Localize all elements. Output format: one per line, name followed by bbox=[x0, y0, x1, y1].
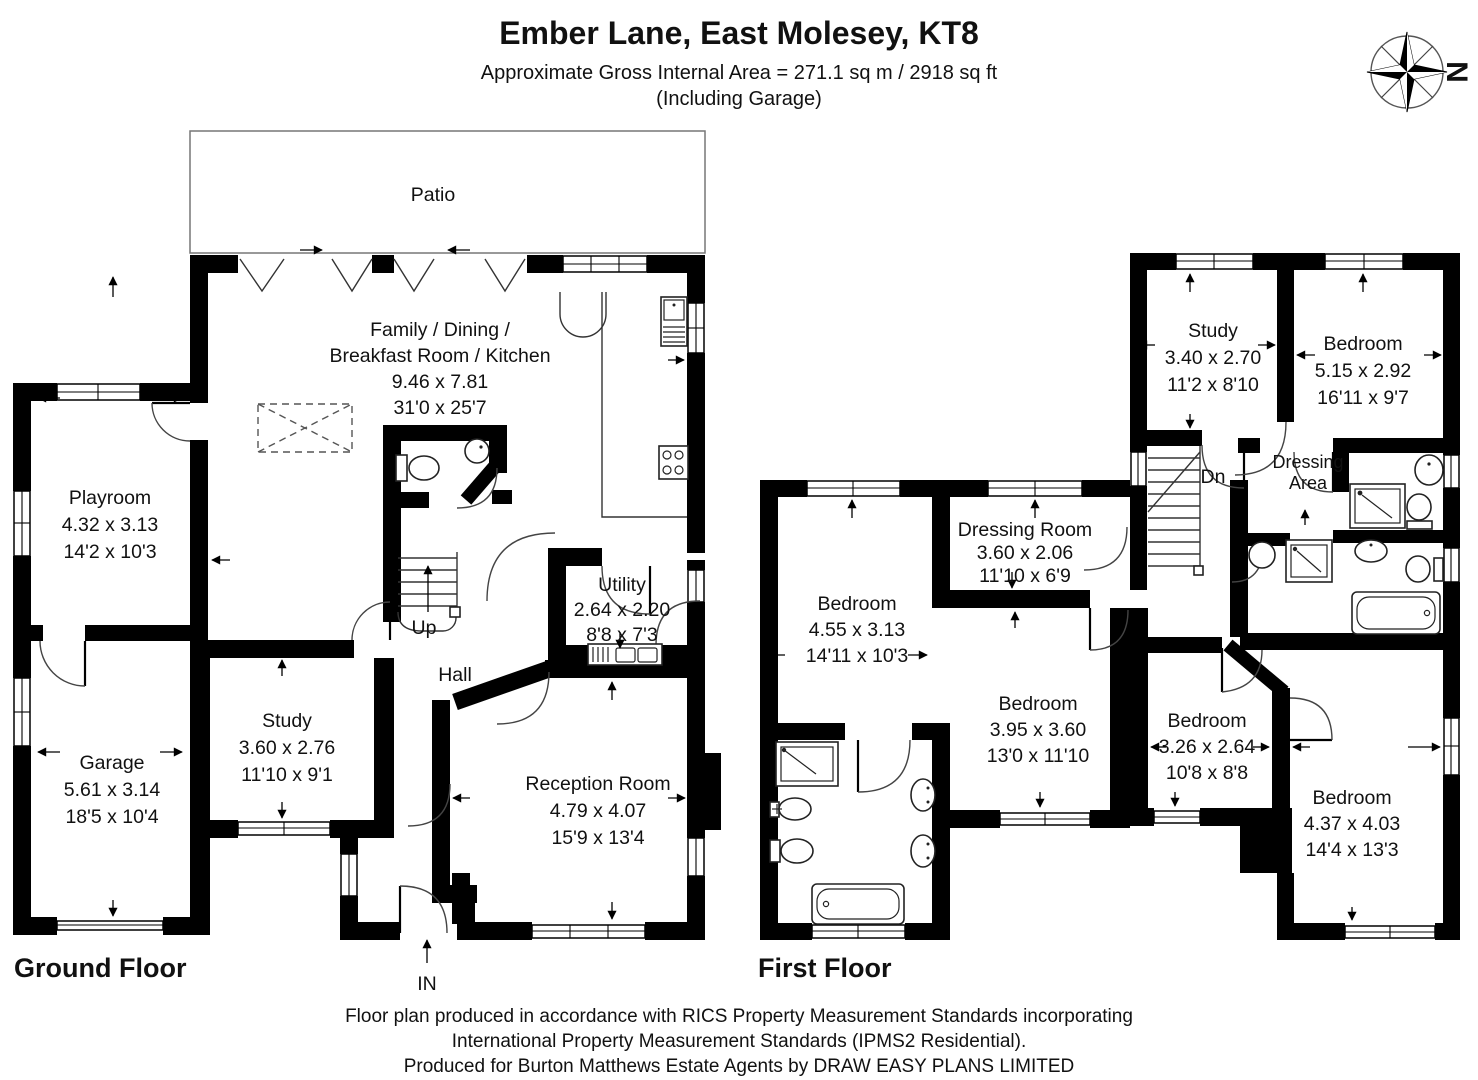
svg-text:Bedroom: Bedroom bbox=[998, 693, 1078, 715]
window bbox=[812, 925, 905, 938]
footer bbox=[345, 1006, 1133, 1077]
window bbox=[1176, 254, 1253, 269]
ground-floor-title: Ground Floor bbox=[14, 953, 187, 983]
footer-line3: Produced for Burton Matthews Estate Agents by DRAW EASY PLANS LIMITED bbox=[403, 1056, 1075, 1077]
bedroom-diagonal-wall bbox=[1228, 645, 1284, 692]
first-floor-plan bbox=[758, 253, 1460, 983]
svg-text:11'10 x 9'1: 11'10 x 9'1 bbox=[241, 764, 333, 786]
stairs-down-label: Dn bbox=[1200, 466, 1226, 488]
room-label-reception bbox=[525, 773, 670, 849]
footer-line2: International Property Measurement Standards (IPMS2 Residential). bbox=[451, 1031, 1027, 1052]
svg-text:5.15 x 2.92: 5.15 x 2.92 bbox=[1314, 360, 1412, 382]
footer-line1: Floor plan produced in accordance with RICS Property Measurement Standards incorporating bbox=[345, 1006, 1133, 1027]
kitchen-peninsula bbox=[560, 292, 606, 337]
garage-door bbox=[57, 921, 163, 930]
svg-text:4.55 x 3.13: 4.55 x 3.13 bbox=[808, 619, 906, 641]
window bbox=[14, 491, 30, 556]
svg-text:Playroom: Playroom bbox=[68, 487, 152, 509]
room-label-dressing-room bbox=[958, 519, 1092, 587]
svg-text:Bedroom: Bedroom bbox=[1312, 787, 1392, 809]
svg-text:Bedroom: Bedroom bbox=[817, 593, 897, 615]
room-label-playroom bbox=[62, 487, 159, 563]
svg-text:Breakfast Room / Kitchen: Breakfast Room / Kitchen bbox=[329, 345, 551, 367]
ground-floor-plan bbox=[13, 131, 721, 995]
window bbox=[1345, 926, 1435, 938]
basin-icon bbox=[465, 439, 489, 463]
room-label-study-ground bbox=[239, 710, 336, 786]
basin-icon bbox=[911, 835, 935, 867]
svg-text:Family / Dining /: Family / Dining / bbox=[370, 319, 510, 341]
window bbox=[57, 384, 140, 400]
svg-text:Garage: Garage bbox=[79, 752, 145, 774]
svg-text:Area: Area bbox=[1288, 473, 1328, 493]
basin-icon bbox=[1415, 455, 1443, 485]
room-label-utility bbox=[574, 574, 671, 646]
header bbox=[481, 15, 998, 110]
basin-icon bbox=[1249, 542, 1275, 568]
window bbox=[1325, 254, 1403, 269]
utility-sink bbox=[588, 644, 662, 665]
svg-text:Bedroom: Bedroom bbox=[1323, 333, 1403, 355]
svg-text:Study: Study bbox=[262, 710, 312, 732]
svg-text:3.95 x 3.60: 3.95 x 3.60 bbox=[989, 719, 1087, 741]
svg-text:16'11 x 9'7: 16'11 x 9'7 bbox=[1317, 387, 1409, 409]
room-label-bedroom-front bbox=[1315, 333, 1412, 409]
page-note: (Including Garage) bbox=[656, 88, 822, 110]
stairs-up-label: Up bbox=[411, 617, 437, 639]
toilet-icon bbox=[1407, 494, 1431, 520]
window bbox=[1000, 813, 1090, 825]
window bbox=[688, 570, 704, 602]
window bbox=[1131, 452, 1146, 486]
island-dashed bbox=[258, 404, 352, 452]
page-subtitle: Approximate Gross Internal Area = 271.1 sq m / 2918 sq ft bbox=[480, 62, 998, 84]
svg-text:Utility: Utility bbox=[598, 574, 646, 596]
window bbox=[988, 481, 1082, 496]
svg-text:18'5 x 10'4: 18'5 x 10'4 bbox=[65, 806, 159, 828]
stairs-down bbox=[1148, 446, 1203, 575]
first-floor-title: First Floor bbox=[758, 953, 892, 983]
room-label-bedroom-left bbox=[806, 593, 909, 667]
svg-text:10'8 x 8'8: 10'8 x 8'8 bbox=[1165, 762, 1249, 784]
window bbox=[1444, 718, 1459, 775]
svg-text:14'2 x 10'3: 14'2 x 10'3 bbox=[63, 541, 157, 563]
svg-text:Study: Study bbox=[1188, 320, 1238, 342]
svg-text:4.32 x 3.13: 4.32 x 3.13 bbox=[61, 514, 159, 536]
window bbox=[532, 925, 645, 938]
svg-text:15'9 x 13'4: 15'9 x 13'4 bbox=[551, 827, 645, 849]
svg-text:14'4 x 13'3: 14'4 x 13'3 bbox=[1305, 839, 1399, 861]
svg-text:14'11 x 10'3: 14'11 x 10'3 bbox=[805, 645, 909, 667]
svg-text:3.60 x 2.76: 3.60 x 2.76 bbox=[238, 737, 336, 759]
window bbox=[1444, 548, 1459, 582]
basin-icon bbox=[911, 779, 935, 811]
room-label-bedroom-middle bbox=[987, 693, 1090, 767]
window bbox=[1154, 811, 1200, 823]
room-label-study-first bbox=[1165, 320, 1262, 396]
entrance-label: IN bbox=[417, 973, 437, 995]
svg-text:Bedroom: Bedroom bbox=[1167, 710, 1247, 732]
toilet-icon bbox=[396, 455, 407, 481]
bathroom-left-fixtures bbox=[770, 742, 935, 924]
window bbox=[1444, 455, 1459, 488]
svg-text:11'2 x 8'10: 11'2 x 8'10 bbox=[1167, 374, 1259, 396]
wc-fixtures bbox=[396, 439, 489, 481]
hob-icon bbox=[659, 446, 688, 479]
window bbox=[688, 303, 704, 353]
window bbox=[238, 822, 330, 835]
svg-text:3.40 x 2.70: 3.40 x 2.70 bbox=[1164, 347, 1262, 369]
window bbox=[807, 481, 900, 496]
svg-text:13'0 x 11'10: 13'0 x 11'10 bbox=[986, 745, 1090, 767]
svg-text:3.26 x 2.64: 3.26 x 2.64 bbox=[1158, 736, 1256, 758]
window bbox=[563, 256, 647, 272]
page-title: Ember Lane, East Molesey, KT8 bbox=[499, 15, 979, 51]
bathroom-right-fixtures bbox=[1249, 540, 1443, 634]
svg-text:4.79 x 4.07: 4.79 x 4.07 bbox=[549, 800, 647, 822]
svg-text:2.64 x 2.20: 2.64 x 2.20 bbox=[573, 599, 671, 621]
patio-label: Patio bbox=[410, 184, 456, 206]
compass-north-label: N bbox=[1440, 61, 1473, 83]
svg-text:31'0 x 25'7: 31'0 x 25'7 bbox=[393, 397, 487, 419]
svg-text:4.37 x 4.03: 4.37 x 4.03 bbox=[1303, 813, 1401, 835]
window bbox=[341, 854, 357, 896]
window bbox=[14, 678, 30, 746]
svg-text:5.61 x 3.14: 5.61 x 3.14 bbox=[63, 779, 161, 801]
ensuite-fixtures bbox=[1350, 455, 1443, 529]
svg-text:Dressing Room: Dressing Room bbox=[957, 519, 1093, 541]
room-label-family bbox=[329, 319, 550, 419]
svg-text:8'8 x 7'3: 8'8 x 7'3 bbox=[586, 624, 658, 646]
svg-text:Dressing: Dressing bbox=[1272, 452, 1344, 472]
toilet-icon bbox=[770, 840, 780, 862]
compass-rose bbox=[1367, 32, 1473, 112]
svg-text:Reception Room: Reception Room bbox=[525, 773, 671, 795]
room-label-bedroom-rear bbox=[1304, 787, 1401, 861]
hall-label: Hall bbox=[438, 664, 472, 686]
shower-icon bbox=[1350, 484, 1405, 528]
svg-text:11'10 x 6'9: 11'10 x 6'9 bbox=[979, 565, 1071, 587]
toilet-icon bbox=[1406, 556, 1430, 582]
room-label-garage bbox=[64, 752, 161, 828]
bath-icon bbox=[1352, 592, 1440, 634]
window bbox=[688, 838, 704, 876]
room-label-bedroom-small bbox=[1159, 710, 1256, 784]
svg-text:3.60 x 2.06: 3.60 x 2.06 bbox=[976, 542, 1074, 564]
basin-icon bbox=[1355, 540, 1387, 562]
svg-text:9.46 x 7.81: 9.46 x 7.81 bbox=[391, 371, 489, 393]
